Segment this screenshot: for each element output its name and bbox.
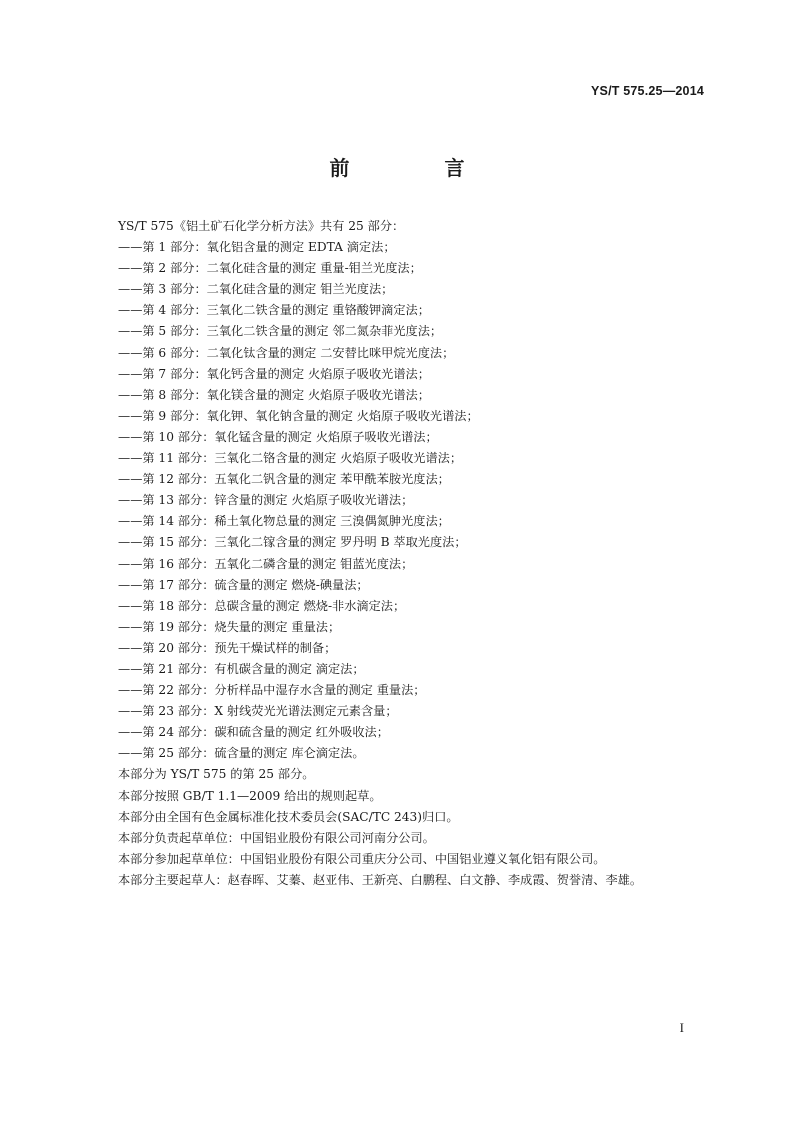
note-line: 本部分由全国有色金属标准化技术委员会(SAC/TC 243)归口。 [118,809,459,824]
note-line: 本部分按照 GB/T 1.1—2009 给出的规则起草。 [118,788,382,803]
part-list-item: ——第 22 部分：分析样品中湿存水含量的测定 重量法； [118,683,426,698]
part-list-item: ——第 4 部分：三氧化二铁含量的测定 重铬酸钾滴定法； [118,303,430,318]
part-list-item: ——第 21 部分：有机碳含量的测定 滴定法； [118,661,365,676]
part-list-item: ——第 15 部分：三氧化二镓含量的测定 罗丹明 B 萃取光度法； [118,535,467,550]
part-list-item: ——第 16 部分：五氧化二磷含量的测定 钼蓝光度法； [118,556,414,571]
page-number: I [679,1020,684,1035]
note-line: 本部分参加起草单位：中国铝业股份有限公司重庆分公司、中国铝业遵义氧化铝有限公司。 [118,851,606,866]
part-list-item: ——第 24 部分：碳和硫含量的测定 红外吸收法； [118,725,389,740]
page-title: 前 言 [329,156,509,180]
intro-line: YS/T 575《铝土矿石化学分析方法》共有 25 部分： [118,219,405,233]
part-list-item: ——第 14 部分：稀土氧化物总量的测定 三溴偶氮胂光度法； [118,514,450,529]
part-list-item: ——第 8 部分：氧化镁含量的测定 火焰原子吸收光谱法； [118,387,430,402]
part-list-item: ——第 25 部分：硫含量的测定 库仑滴定法。 [118,746,365,761]
note-line: 本部分负责起草单位：中国铝业股份有限公司河南分公司。 [118,830,435,845]
note-line: 本部分为 YS/T 575 的第 25 部分。 [118,767,315,782]
note-line: 本部分主要起草人：赵春晖、艾蓁、赵亚伟、王新亮、白鹏程、白文静、李成霞、贺誉清、李雄。 [118,872,643,887]
part-list-item: ——第 12 部分：五氧化二钒含量的测定 苯甲酰苯胺光度法； [118,472,450,487]
foreword-body [118,216,688,891]
part-list-item: ——第 3 部分：二氧化硅含量的测定 钼兰光度法； [118,282,394,297]
part-list-item: ——第 17 部分：硫含量的测定 燃烧-碘量法； [118,577,369,592]
standard-code: YS/T 575.25—2014 [591,84,704,98]
part-list-item: ——第 1 部分：氧化铝含量的测定 EDTA 滴定法； [118,240,396,255]
part-list-item: ——第 23 部分：X 射线荧光光谱法测定元素含量； [118,704,398,719]
part-list-item: ——第 7 部分：氧化钙含量的测定 火焰原子吸收光谱法； [118,366,430,381]
part-list-item: ——第 11 部分：三氧化二铬含量的测定 火焰原子吸收光谱法； [118,451,463,466]
part-list-item: ——第 20 部分：预先干燥试样的制备； [118,640,337,655]
part-list-item: ——第 18 部分：总碳含量的测定 燃烧-非水滴定法； [118,598,406,613]
part-list-item: ——第 10 部分：氧化锰含量的测定 火焰原子吸收光谱法； [118,429,438,444]
part-list-item: ——第 19 部分：烧失量的测定 重量法； [118,619,341,634]
part-list-item: ——第 9 部分：氧化钾、氧化钠含量的测定 火焰原子吸收光谱法； [118,408,479,423]
part-list-item: ——第 13 部分：锌含量的测定 火焰原子吸收光谱法； [118,493,414,508]
part-list-item: ——第 5 部分：三氧化二铁含量的测定 邻二氮杂菲光度法； [118,324,443,339]
part-list-item: ——第 2 部分：二氧化硅含量的测定 重量-钼兰光度法； [118,261,422,276]
part-list-item: ——第 6 部分：二氧化钛含量的测定 二安替比咪甲烷光度法； [118,345,455,360]
